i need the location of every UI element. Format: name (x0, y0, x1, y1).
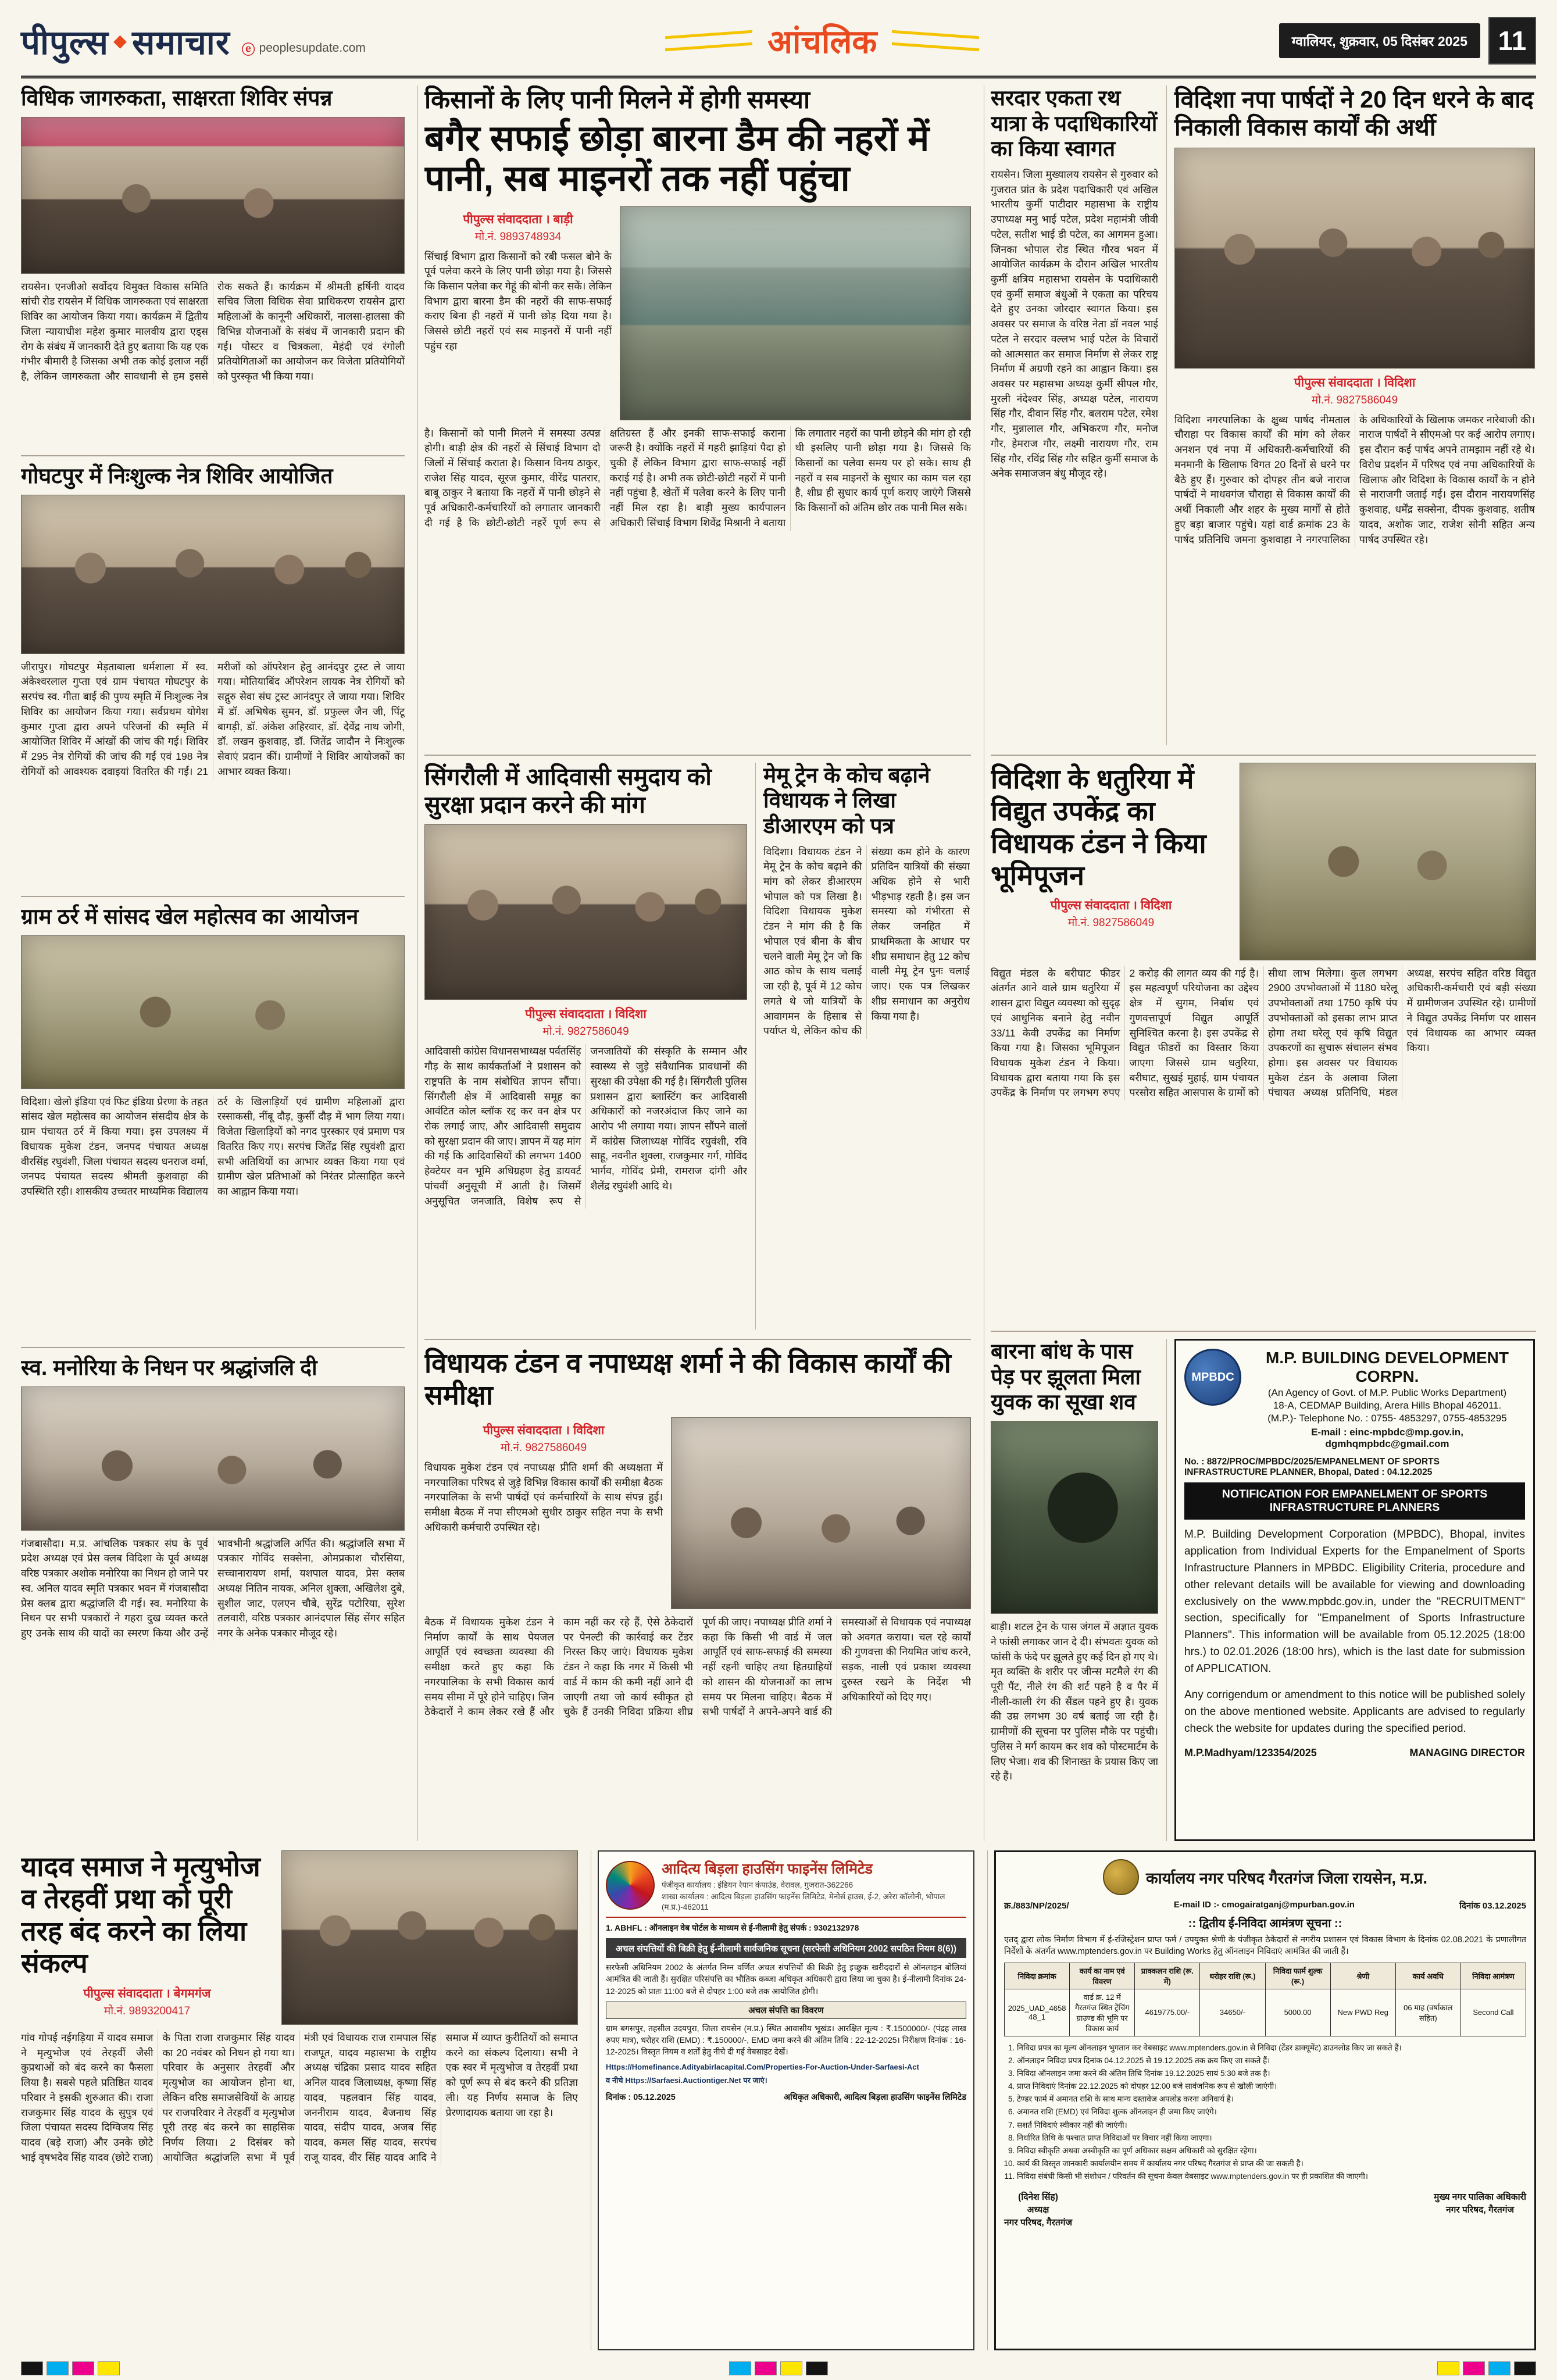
signatory-title: मुख्य नगर पालिका अधिकारी (1434, 2192, 1526, 2203)
ad-header (1184, 1349, 1525, 1450)
article-photo (21, 117, 405, 274)
registration-marks (21, 2361, 1536, 2375)
color-patch-black (1514, 2361, 1536, 2375)
color-patch-yellow (780, 2361, 802, 2375)
ad-paragraph: M.P. Building Development Corporation (MPBDC), Bhopal, invites application from Individual Experts for the Empanelment of Sports Infrastructure Planners in MPBDC. Eligibility Criteria, procedure and other relevant details will be available for viewing and downloading exclusively on the www.mpbdc.gov.in, under the "RECRUITMENT" section, specifically for "Empanelment of Sports Infrastructure Planners". This information will be available from 05.12.2025 (18:00 hrs.) to 02.01.2026 (18:00 hrs), which is the last date for submission of APPLICATION. (1184, 1528, 1525, 1675)
article-headline: सरदार एकता रथ यात्रा के पदाधिकारियों का किया स्वागत (991, 86, 1158, 161)
byline: पीपुल्स संवाददाता । विदिशा (483, 1423, 605, 1437)
masthead (21, 10, 1536, 78)
tender-notice (987, 1850, 1536, 2350)
article-body: विद्युत मंडल के बरीघाट फीडर अंतर्गत आने वाले ग्राम धतुरिया में शासन द्वारा विद्युत व्यवस्था को सुदृढ़ एवं आधुनिक बनाने हेतु नवीन 33/11 केवी उपकेंद्र का निर्माण किया गया है। जिसका भूमिपूजन विधायक मुकेश टंडन ने किया। विधायक द्वारा बताया गया कि इस उपकेंद्र के निर्माण पर लगभग रुपए 2 करोड़ की लागत व्यय की गई है। इस महत्वपूर्ण परियोजना का उद्देश्य क्षेत्र में सुगम, निर्बाध एवं गुणवत्तापूर्ण विद्युत आपूर्ति सुनिश्चित करना है। इस उपकेंद्र से विद्युत फीडरों का विस्तार किया जाएगा जिससे ग्राम धतुरिया, बरीघाट, सुखई मुहाई, ग्राम पंचायत परसोरा सहित आसपास के ग्रामों को सीधा लाभ मिलेगा। कुल लगभग 2900 उपभोक्ताओं में 1180 घरेलू उपभोक्ताओं तथा 1750 कृषि पंप उपभोक्ताओं को इसका लाभ प्राप्त होगा तथा घरेलू एवं कृषि विद्युत उपकरणों का सुचारू संचालन संभव होगा। इस अवसर पर विधायक मुकेश टंडन के अलावा जिला पंचायत अध्यक्ष प्रतिनिधि, मंडल अध्यक्ष, सरपंच सहित वरिष्ठ विद्युत अधिकारी-कर्मचारी एवं बड़ी संख्या में ग्रामीणजन उपस्थित रहे। ग्रामीणों ने विद्युत उपकेंद्र निर्माण पर शासन एवं विधायक का आभार व्यक्त किया। (991, 967, 1536, 1099)
reporter-phone: मो.नं. 9827586049 (542, 1025, 629, 1038)
tender-condition: 7. सशर्त निविदाएं स्वीकार नहीं की जाएंगी। (1017, 2120, 1526, 2131)
reporter-phone: मो.नं. 9893748934 (474, 230, 562, 243)
tender-header (1004, 1859, 1526, 1895)
table-cell: 34650/- (1200, 1989, 1265, 2036)
masthead-center (665, 19, 979, 63)
tender-condition: 4. प्राप्त निविदाएं दिनांक 22.12.2025 को दोपहर 12:00 बजे सार्वजनिक रूप से खोली जाएंगी। (1017, 2081, 1526, 2092)
byline: पीपुल्स संवाददाता । बेगमगंज (83, 1986, 211, 2000)
article-vidhik-shivir (21, 85, 405, 446)
signature-left (1004, 2190, 1072, 2228)
article-kisan-pani (424, 85, 971, 745)
tender-subtitle: :: द्वितीय ई-निविदा आमंत्रण सूचना :: (1188, 1917, 1342, 1930)
article-shraddhanjali (21, 1347, 405, 1841)
center-column (417, 85, 971, 1841)
color-patch-magenta (72, 2361, 94, 2375)
website-url: peoplesupdate.com (259, 41, 366, 55)
page-number: 11 (1488, 17, 1536, 65)
article-kicker: किसानों के लिए पानी मिलने में होगी समस्या (424, 86, 810, 114)
column-header: धरोहर राशि (रू.) (1200, 1963, 1265, 1989)
tender-condition: 2. ऑनलाइन निविदा प्रपत्र दिनांक 04.12.2025 से 19.12.2025 तक क्रय किए जा सकते हैं। (1017, 2055, 1526, 2066)
reporter-phone: मो.नं. 9827586049 (1067, 917, 1155, 930)
table-cell: Second Call (1460, 1989, 1526, 2036)
municipal-emblem-icon (1103, 1859, 1139, 1895)
byline: पीपुल्स संवाददाता । विदिशा (1294, 376, 1416, 389)
newspaper-logo (21, 18, 230, 64)
bhoomipujan-photo (1240, 763, 1536, 960)
registration-mark-group (1437, 2361, 1536, 2375)
masthead-left (21, 18, 366, 64)
article-body: गांव गोपई नईगड़िया में यादव समाज ने मृत्युभोज एवं तेरहवीं जैसी कुप्रथाओं को बंद करने का फैसला लिया है। सबसे पहले प्रतिष्ठित यादव परिवार ने इसकी शुरुआत की। राजा राजकुमार सिंह यादव के सुपुत्र एवं जिला पंचायत सदस्य दिग्विजय सिंह यादव (बड़े राजा) और उनके छोटे भाई वृषभदेव सिंह यादव (छोटे राजा) के पिता राजा राजकुमार सिंह यादव का 20 नवंबर को निधन हो गया था। परिवार के अनुसार तेरहवीं और मृत्युभोज का आयोजन होना था, लेकिन वरिष्ठ समाजसेवियों के आग्रह पर राजपरिवार ने तेरहवीं व मृत्युभोज पूरी तरह बंद करने का साहसिक निर्णय लिया। 2 दिसंबर को आयोजित श्रद्धांजलि सभा में पूर्व मंत्री एवं विधायक राज रामपाल सिंह राजपूत, यादव महासभा के राष्ट्रीय अध्यक्ष चंद्रिका प्रसाद यादव सहित अनिल यादव जिलाध्यक्ष, कृष्णा सिंह यादव, पहलवान सिंह यादव, जननीराम यादव, बैजनाथ सिंह यादव, संदीप यादव, अजब सिंह यादव, कमल सिंह यादव, सरपंच राजू यादव, वीर सिंह यादव आदि ने समाज में व्याप्त कुरीतियों को समाप्त करने का संकल्प दिलाया। सभी ने एक स्वर में मृत्युभोज व तेरहवीं प्रथा को पूर्ण रूप से बंद करने की प्रतिज्ञा ली। यह निर्णय समाज के लिए प्रेरणादायक बताया जा रहा है। (21, 2032, 578, 2163)
article-headline: सिंगरौली में आदिवासी समुदाय को सुरक्षा प्रदान करने की मांग (424, 763, 712, 819)
flourish-left-icon (665, 30, 752, 51)
article-body: बैठक में विधायक मुकेश टंडन ने निर्माण कार्यों के साथ पेयजल आपूर्ति एवं स्वच्छता व्यवस्था की समीक्षा करते हुए कहा कि नगरपालिका के सभी विकास कार्य समय सीमा में पूरे होने चाहिए। जिन ठेकेदारों ने काम लेकर रखे हैं और काम नहीं कर रहे हैं, ऐसे ठेकेदारों पर पेनल्टी की कार्रवाई कर टेंडर निरस्त किए जाएं। विधायक मुकेश टंडन ने कहा कि नगर में किसी भी वार्ड में काम की कमी नहीं आने दी जाएगी तथा जो कार्य स्वीकृत हो चुके हैं उनकी निविदा प्रक्रिया शीघ्र पूर्ण की जाए। नपाध्यक्ष प्रीति शर्मा ने कहा कि किसी भी वार्ड में जल आपूर्ति एवं साफ-सफाई की समस्या नहीं रहनी चाहिए तथा हितग्राहियों को शासन की योजनाओं का लाभ समय पर मिलना चाहिए। बैठक में सभी पार्षदों ने अपने-अपने वार्ड की समस्याओं से विधायक एवं नपाध्यक्ष को अवगत कराया। चल रहे कार्यों की गुणवत्ता की नियमित जांच करने, सड़क, नाली एवं प्रकाश व्यवस्था दुरुस्त रखने के निर्देश भी अधिकारियों को दिए गए। (424, 1616, 971, 1718)
main-content-grid (21, 85, 1536, 1841)
article-headline: ग्राम ठर्र में सांसद खेल महोत्सव का आयोजन (21, 905, 359, 928)
signature-right (1434, 2190, 1526, 2228)
registration-mark-group (21, 2361, 120, 2375)
ad-footer (606, 2091, 966, 2103)
bottom-row (21, 1850, 1536, 2350)
tender-condition: 9. निविदा स्वीकृति अथवा अस्वीकृति का पूर्ण अधिकार सक्षम अधिकारी को सुरक्षित रहेगा। (1017, 2145, 1526, 2156)
tender-condition: 11. निविदा संबंधी किसी भी संशोधन / परिवर्तन की सूचना केवल वेबसाइट www.mptenders.gov.in पर ही प्रकाशित की जाएगी। (1017, 2171, 1526, 2182)
tender-intro: एतद् द्वारा लोक निर्माण विभाग में ई-रजिस्ट्रेशन प्राप्त फर्म / उपयुक्त श्रेणी के पंजीकृत ठेकेदारों से नगरीय प्रशासन एवं विकास विभाग के दिनांक 02.08.2021 के प्रणालीगत निर्देशों के अंतर्गत www.mptenders.gov.in पर Building Works हेतु ऑनलाइन निविदाएं आमंत्रित की जाती हैं। (1004, 1935, 1526, 1957)
color-patch-magenta (755, 2361, 777, 2375)
flourish-right-icon (892, 30, 979, 51)
ad-contact-line: 1. ABHFL : ऑनलाइन वेब पोर्टल के माध्यम से ई-नीलामी हेतु संपर्क : 9302132978 (606, 1923, 859, 1932)
signatory-title: अध्यक्ष (1027, 2205, 1049, 2215)
tender-condition: 3. निविदा ऑनलाइन जमा करने की अंतिम तिथि दिनांक 19.12.2025 सायं 5:30 बजे तक है। (1017, 2068, 1526, 2079)
article-headline: बारना बांध के पास पेड़ पर झूलता मिला युवक का सूखा शव (991, 1339, 1141, 1414)
dateline: ग्वालियर, शुक्रवार, 05 दिसंबर 2025 (1279, 23, 1480, 58)
byline: पीपुल्स संवाददाता । विदिशा (1050, 899, 1172, 913)
tender-condition: 10. कार्य की विस्तृत जानकारी कार्यालयीन समय में कार्यालय नगर परिषद गैरतगंज से प्राप्त की जा सकती है। (1017, 2158, 1526, 2169)
globe-icon: ⓔ (241, 41, 255, 57)
article-body: रायसेन। एनजीओ सर्वोदय विमुक्त विकास समिति सांची रोड रायसेन में विधिक जागरुकता एवं साक्षरता शिविर का आयोजन किया गया। कार्यक्रम में द्वितीय जिला न्यायाधीश महेश कुमार मालवीय द्वारा एड्स रोग के संबंध में जानकारी देते हुए बताया कि यह एक गंभीर बीमारी है जिसका अभी तक कोई इलाज नहीं है, लेकिन जागरुकता और सावधानी से हम इससे रोक सकते हैं। कार्यक्रम में श्रीमती हर्षिनी यादव सचिव जिला विधिक सेवा प्राधिकरण रायसेन द्वारा महिलाओं के कानूनी अधिकारों, नालसा-हालसा की विभिन्न योजनाओं के संबंध में जानकारी प्रदान की गई। पोस्टर व चित्रकला, मेहंदी एवं रंगोली प्रतियोगिताओं का आयोजन कर विजेता प्रतियोगियों को पुरस्कृत भी किया गया। (21, 280, 405, 382)
tender-office-title: कार्यालय नगर परिषद गैरतगंज जिला रायसेन, म.प्र. (1145, 1869, 1428, 1887)
article-photo (21, 935, 405, 1089)
article-samiksha-baithak (424, 1339, 971, 1841)
reporter-phone: मो.नं. 9827586049 (1311, 394, 1398, 406)
ad-property-details: ग्राम बगसपुर, तहसील उदयपुरा, जिला रायसेन (म.प्र.) स्थित आवासीय भूखंड। आरक्षित मूल्य : ₹.1500000/- (पंद्रह लाख रुपए मात्र), धरोहर राशि (EMD) : ₹.150000/-, EMD जमा करने की अंतिम तिथि : 22-12-2025। निरीक्षण दिनांक : 16-12-2025। विस्तृत नियम व शर्तों हेतु नीचे दी गई वेबसाइट देखें। (606, 2023, 966, 2057)
color-patch-black (21, 2361, 43, 2375)
ad-signatory: MANAGING DIRECTOR (1409, 1746, 1525, 1759)
ad-phone: (M.P.)- Telephone No. : 0755- 4853297, 0755-4853295 (1267, 1413, 1507, 1424)
article-head-block (991, 763, 1231, 966)
ad-auction-url: Https://Homefinance.Adityabirlacapital.Com/Properties-For-Auction-Under-Sarfaesi-Act (606, 2062, 919, 2071)
byline: पीपुल्स संवाददाता । विदिशा (525, 1007, 647, 1021)
ad-signatory: अधिकृत अधिकारी, आदित्य बिड़ला हाउसिंग फाइनेंस लिमिटेड (783, 2092, 966, 2102)
article-singrauli-adivasi (424, 763, 747, 1330)
article-headline: स्व. मनोरिया के निधन पर श्रद्धांजलि दी (21, 1356, 317, 1380)
tender-condition: 5. टेण्डर फार्म में अमानत राशि के साथ मान्य दस्तावेज अपलोड करना अनिवार्य है। (1017, 2093, 1526, 2104)
table-cell: 4619775.00/- (1135, 1989, 1200, 2036)
column-header: कार्य का नाम एवं विवरण (1070, 1963, 1135, 1989)
color-patch-black (806, 2361, 828, 2375)
tender-table (1004, 1963, 1526, 2036)
article-lead-column (424, 206, 612, 426)
color-patch-yellow (98, 2361, 120, 2375)
registration-mark-group (729, 2361, 828, 2375)
tender-table-data-row (1005, 1989, 1526, 2036)
ad-subtitle: (An Agency of Govt. of M.P. Public Works Department) (1267, 1387, 1507, 1399)
right-top-row (991, 85, 1536, 745)
column-header: कार्य अवधि (1395, 1963, 1460, 1989)
reporter-phone: मो.नं. 9893200417 (103, 2004, 191, 2017)
ad-title: M.P. BUILDING DEVELOPMENT CORPN. (1266, 1349, 1509, 1386)
ad-notification-band: NOTIFICATION FOR EMPANELMENT OF SPORTS INFRASTRUCTURE PLANNERS (1184, 1482, 1525, 1520)
article-photo (1174, 148, 1535, 369)
column-header: प्राक्कलन राशि (रू. में) (1135, 1963, 1200, 1989)
tender-condition: 6. अमानत राशि (EMD) एवं निविदा शुल्क ऑनलाइन ही जमा किए जाएंगे। (1017, 2106, 1526, 2117)
color-patch-magenta (1463, 2361, 1485, 2375)
section-title: आंचलिक (767, 23, 877, 60)
table-cell: 5000.00 (1265, 1989, 1330, 2036)
article-memu-train (755, 763, 970, 1330)
ad-header-text (1249, 1349, 1525, 1450)
center-middle-row (424, 755, 971, 1330)
article-netra-shivir (21, 455, 405, 887)
canal-photo (620, 206, 971, 420)
tender-conditions-list (1017, 2042, 1526, 2182)
website-line (242, 39, 366, 58)
article-sardar-rath-yatra (991, 85, 1158, 745)
article-body: विदिशा नगरपालिका के क्षुब्ध पार्षद नीमताल चौराहा पर विकास कार्यों की मांग को लेकर अनशन एवं नपा में अधिकारी-कर्मचारियों की मनमानी के खिलाफ विगत 20 दिनों से धरने पर बैठे हुए हैं। गुरुवार को दोपहर तीन बजे नाराज पार्षदों ने माधवगंज चौराहा से विकास कार्यों की अर्थी निकाली और शहर के मुख्य मार्गों से होते हुए बड़ा बाजार पहुंचे। यहां वार्ड क्रमांक 23 के पार्षद प्रतिनिधि जमना कुशवाहा ने नगरपालिका के अधिकारियों के खिलाफ जमकर नारेबाजी की। नाराज पार्षदों ने सीएमओ पर कई आरोप लगाए। इस दौरान कई पार्षद अपने तामझाम नहीं रहे थे। विरोध प्रदर्शन में परिषद एवं नपा अधिकारियों के खिलाफ और विदिशा के विकास कार्यों के न होने से नाराजगी जताई गई। इस दौरान नारायणसिंह कुशवाह, धर्मेंद्र सक्सेना, दीपक कुशवाह, शतीष यादव, अशोक जाट, राजेश सोनी सहित अन्य पार्षद उपस्थित रहे। (1174, 413, 1535, 545)
article-headline: गोघटपुर में निःशुल्क नेत्र शिविर आयोजित (21, 464, 333, 488)
column-header: निविदा आमंत्रण (1460, 1963, 1526, 1989)
article-lead: विधायक मुकेश टंडन एवं नपाध्यक्ष प्रीति शर्मा की अध्यक्षता में नगरपालिका परिषद से जुड़े विभिन्न विकास कार्यों की समीक्षा बैठक नगरपालिका के सभी पार्षदों एवं कर्मचारियों के साथ संपन्न हुई। समीक्षा बैठक में नपा सीएमओ सुधीर ठाकुर सहित नपा के सभी अधिकारी कर्मचारी उपस्थित रहे। (424, 1461, 663, 1533)
reporter-phone: मो.नं. 9827586049 (500, 1441, 587, 1454)
ad-reference-number: No. : 8872/PROC/MPBDC/2025/EMPANELMENT OF SPORTS INFRASTRUCTURE PLANNER, Bhopal, Dated : 04.12.2025 (1184, 1457, 1440, 1478)
article-body: विदिशा। खेलो इंडिया एवं फिट इंडिया प्रेरणा के तहत सांसद खेल महोत्सव का आयोजन संसदीय क्षेत्र के ग्राम पंचायत ठर्र में किया गया। इस उपलक्ष्य में विधायक मुकेश टंडन, जनपद पंचायत अध्यक्ष वीरसिंह रघुवंशी, जिला पंचायत सदस्य धनराज वर्मा, जनपद पंचायत सदस्य श्रीमती कुशवाहा की उपस्थिति रही। शासकीय उच्चतर माध्यमिक विद्यालय ठर्र के खिलाड़ियों एवं ग्रामीण महिलाओं द्वारा रस्साकसी, नींबू दौड़, कुर्सी दौड़ में भाग लिया गया। विजेता खिलाड़ियों को नगद पुरस्कार एवं प्रमाण पत्र वितरित किए गए। सरपंच जितेंद्र सिंह रघुवंशी द्वारा सभी अतिथियों का आभार व्यक्त किया गया एवं ग्रामीण खेल प्रतिभाओं को निरंतर प्रोत्साहित करने का आह्वान किया गया। (21, 1095, 405, 1197)
article-headline: विधिक जागरुकता, साक्षरता शिविर संपन्न (21, 86, 333, 110)
column-header: निविदा क्रमांक (1005, 1963, 1070, 1989)
signatory-org: नगर परिषद, गैरतगंज (1446, 2205, 1515, 2215)
tender-signatures (1004, 2190, 1526, 2228)
aditya-birla-sunburst-icon (606, 1861, 655, 1910)
right-column (984, 85, 1536, 1841)
tender-email: E-mail ID :- cmogairatganj@mpurban.gov.in (1173, 1900, 1355, 1910)
tender-table-header-row (1005, 1963, 1526, 1989)
diamond-icon: ◆ (113, 31, 128, 51)
article-barna-shav (991, 1339, 1158, 1841)
article-body: है। किसानों को पानी मिलने में समस्या उत्पन्न होगी। बाड़ी क्षेत्र की नहरों से सिंचाई विभाग दो जिलों में सिंचाई कराता है। किसान विनय ठाकुर, राजेश सिंह यादव, सूरज कुमार, वीरेंद्र पातरार, बाबू ठाकुर ने बताया कि नहरों में पानी छोड़ने से पूर्व अधिकारी-कर्मचारियों को लगातार जानकारी दी गई है कि छोटी-छोटी नहरें पूर्ण रूप से क्षतिग्रस्त हैं और इनकी साफ-सफाई कराना जरूरी है। क्योंकि नहरों में गहरी झाड़ियां पैदा हो चुकी हैं लेकिन विभाग द्वारा साफ-सफाई नहीं कराई गई है। अभी तक छोटी-छोटी नहरों में पानी नहीं पहुंचा है, खेतों में पलेवा करने के लिए पानी नहीं मिल रहा है। बाड़ी मुख्य कार्यपालन अधिकारी सिंचाई विभाग शिवेंद्र मिश्रानी ने बताया कि लगातार नहरों का पानी छोड़ने की मांग हो रही थी इसलिए पानी छोड़ा गया है। जिससे कि किसानों का पलेवा समय पर हो सके। साथ ही नहरों व सब माइनरों के सुधार का काम चल रहा है, शीघ्र ही सुधार कार्य पूर्ण कराए जाएंगे जिससे कि किसानों को अंतिम छोर तक पानी मिल सके। (424, 427, 971, 528)
masthead-right (1279, 17, 1536, 65)
tender-condition: 8. निर्धारित तिथि के पश्चात प्राप्त निविदाओं पर विचार नहीं किया जाएगा। (1017, 2132, 1526, 2143)
ad-brand: आदित्य बिड़ला हाउसिंग फाइनेंस लिमिटेड (662, 1861, 873, 1877)
mpbdc-advertisement (1166, 1339, 1535, 1841)
article-photo (991, 1421, 1158, 1614)
article-head-block (21, 1850, 273, 2031)
ad-section-header: अचल संपत्ति का विवरण (606, 2002, 966, 2019)
ad-email: E-mail : einc-mpbdc@mp.gov.in, dgmhqmpbdc@gmail.com (1311, 1427, 1463, 1450)
signatory-name: (दिनेश सिंह) (1018, 2192, 1058, 2203)
article-photo (21, 1386, 405, 1531)
ad-auction-url-2: व नीचे Https://Sarfaesi.Auctiontiger.Net पर जाएं। (606, 2075, 767, 2085)
ad-branch-office: शाखा कार्यालय : आदित्य बिड़ला हाउसिंग फाइनेंस लिमिटेड, मेनोर्स हाउस, ई-2, अरेरा कॉलोनी, भोपाल (म.प्र.)-462011 (662, 1892, 945, 1911)
logo-text-right: समाचार (132, 23, 230, 62)
tender-ref-number: क्र./883/NP/2025/ (1004, 1901, 1069, 1911)
ad-madhyam-number: M.P.Madhyam/123354/2025 (1184, 1746, 1317, 1759)
ad-address: 18-A, CEDMAP Building, Arera Hills Bhopal 462011. (1273, 1400, 1502, 1411)
article-body: बाड़ी। शटल ट्रेन के पास जंगल में अज्ञात युवक ने फांसी लगाकर जान दे दी। संभवतः युवक को फांसी के फंदे पर झूलते हुए कई दिन हो गए थे। मृत व्यक्ति के शरीर पर जीन्स मटमैले रंग की पूरी पैंट, नीले रंग की शर्ट पहने है व पैर में नीली-काली रंग की सैंडल पहने हुए है। युवक की उम्र लगभग 30 वर्ष बताई जा रही है। ग्रामीणों की सूचना पर पुलिस मौके पर पहुंची। पुलिस ने मर्ग कायम कर शव को पोस्टमार्टम के लिए भेजा। शव की शिनाख्त के प्रयास किए जा रहे हैं। (991, 1621, 1158, 1782)
article-napa-dharna (1166, 85, 1535, 745)
table-cell: वार्ड क्र. 12 में गैरतगंज स्थित ट्रेंचिंग ग्राउण्ड की भूमि पर विकास कार्य (1070, 1989, 1135, 2036)
right-bottom-row (991, 1331, 1536, 1841)
byline: पीपुल्स संवाददाता । बाड़ी (463, 212, 573, 226)
article-headline: बगैर सफाई छोड़ा बारना डैम की नहरों में पानी, सब माइनरों तक नहीं पहुंचा (424, 118, 930, 199)
article-khel-mahotsav (21, 896, 405, 1338)
ad-notice-band: अचल संपत्तियों की बिक्री हेतु ई-नीलामी सार्वजनिक सूचना (सरफेसी अधिनियम 2002 सपठित नियम 8(6)) (606, 1938, 966, 1958)
article-headline: विदिशा नपा पार्षदों ने 20 दिन धरने के बाद निकाली विकास कार्यों की अर्थी (1174, 86, 1534, 141)
tender-date: दिनांक 03.12.2025 (1459, 1901, 1526, 1911)
tender-condition: 1. निविदा प्रपत्र का मूल्य ऑनलाइन भुगतान कर वेबसाइट www.mptenders.gov.in से निविदा (टेंडर डाक्यूमेंट) डाउनलोड किए जा सकते हैं। (1017, 2042, 1526, 2053)
article-photo (281, 1850, 578, 2025)
article-yadav-samaj (21, 1850, 578, 2350)
ad-registered-office: पंजीकृत कार्यालय : इंडियन रेयान कंपाउंड, वेरावल, गुजरात-362266 (662, 1881, 854, 1889)
article-headline: यादव समाज ने मृत्युभोज व तेरहवीं प्रथा को पूरी तरह बंद करने का लिया संकल्प (21, 1851, 260, 1979)
ad-header (606, 1859, 966, 1918)
mpbdc-logo-icon: MPBDC (1184, 1349, 1241, 1406)
column-header: निविदा फार्म शुल्क (रू.) (1265, 1963, 1330, 1989)
tender-meta-row (1004, 1900, 1526, 1911)
article-headline: विधायक टंडन व नपाध्यक्ष शर्मा ने की विकास कार्यों की समीक्षा (424, 1348, 951, 1411)
color-patch-yellow (1437, 2361, 1459, 2375)
color-patch-cyan (1488, 2361, 1510, 2375)
color-patch-cyan (729, 2361, 751, 2375)
article-body: आदिवासी कांग्रेस विधानसभाध्यक्ष पर्वतसिंह गौड़ के साथ कार्यकर्ताओं ने प्रशासन को राष्ट्रपति के नाम संबोधित ज्ञापन सौंपा। सिंगरौली क्षेत्र में आदिवासी समूह का आवंटित कोल ब्लॉक रद्द कर वन क्षेत्र पर रोक लगाई जाए, और आदिवासी समुदाय को सुरक्षा प्रदान की जाए। ज्ञापन में यह मांग की गई कि आदिवासियों की लगभग 1400 हेक्टेयर वन भूमि अधिग्रहण हेतु डायवर्ट पांचवीं अनुसूची में आती है। जिसमें अनुसूचित जनजाति, विशेष रूप से जनजातियों की संस्कृति के सम्मान और स्वास्थ्य से जुड़े संवैधानिक प्रावधानों की सुरक्षा की उपेक्षा की गई है। सिंगरौली पुलिस प्रशासन द्वारा ब्लास्टिंग कर आदिवासी अधिकारों को नजरअंदाज किए जाने का आरोप भी लगाया गया। ज्ञापन सौंपने वालों में कांग्रेस जिलाध्यक्ष गोविंद रघुवंशी, रवि साहू, नवनीत शुक्ला, राजकुमार गर्ग, गोविंद भार्गव, गोविंद प्रेमी, रामराज दांगी और शैलेंद्र रघुवंशी आदि थे। (424, 1045, 747, 1207)
article-body: विदिशा। विधायक टंडन ने मेमू ट्रेन के कोच बढ़ाने की मांग को लेकर डीआरएम भोपाल को पत्र लिखा है। विदिशा विधायक मुकेश टंडन ने मांग की है कि भोपाल एवं बीना के बीच चलने वाली मेमू ट्रेन जो कि आठ कोच के साथ चलाई जा रही है, पूर्व में 12 कोच लगते थे जो यात्रियों के आवागमन के हिसाब से पर्याप्त थे, लेकिन कोच की संख्या कम होने के कारण प्रतिदिन यात्रियों की संख्या अधिक होने से भारी भीड़भाड़ रहती है। इस जन समस्या को गंभीरता से लेकर जनहित में प्राथमिकता के आधार पर शीघ्र समाधान हेतु 12 कोच वाली मेमू ट्रेन पुनः चलाई जाए। एक पत्र लिखकर शीघ्र समाधान का अनुरोध किया गया है। (763, 845, 970, 1037)
article-dhaturia-bhoomipujan (991, 755, 1536, 1321)
article-lead: सिंचाई विभाग द्वारा किसानों को रबी फसल बोने के पूर्व पलेवा करने के लिए पानी छोड़ा गया है। जिससे कि किसान पलेवा कर गेहूं की बोनी कर सकें। लेकिन विभाग द्वारा बारना डैम की नहरों की साफ-सफाई कराए बिना ही नहरों में पानी छोड़ दिया गया है। जिससे छोटी नहरों एवं सब माइनरों में पानी नहीं पहुंच रहा (424, 250, 612, 352)
signatory-org: नगर परिषद, गैरतगंज (1004, 2218, 1073, 2228)
article-photo (424, 824, 747, 1000)
ad-date: दिनांक : 05.12.2025 (606, 2092, 676, 2102)
table-cell: New PWD Reg (1330, 1989, 1395, 2036)
article-headline: मेमू ट्रेन के कोच बढ़ाने विधायक ने लिखा डीआरएम को पत्र (763, 763, 930, 838)
aditya-birla-advertisement (591, 1850, 974, 2350)
table-cell: 06 माह (वर्षाकाल सहित) (1395, 1989, 1460, 2036)
table-cell: 2025_UAD_465848_1 (1005, 1989, 1070, 2036)
article-headline: विदिशा के धतुरिया में विद्युत उपकेंद्र का विधायक टंडन ने किया भूमिपूजन (991, 763, 1206, 891)
logo-text-left: पीपुल्स (21, 23, 109, 62)
article-body: गंजबासौदा। म.प्र. आंचलिक पत्रकार संघ के पूर्व प्रदेश अध्यक्ष एवं प्रेस क्लब विदिशा के पूर्व अध्यक्ष वरिष्ठ पत्रकार अशोक मनोरिया का निधन हो जाने पर स्व. अनिल यादव स्मृति पत्रकार भवन में गंजबासौदा प्रेस क्लब द्वारा श्रद्धांजलि दी गई। स्व. मनोरिया के निधन पर सभी पत्रकारों ने गहरा दुख व्यक्त करते हुए उनके साथ की यादों का स्मरण किया और उन्हें भावभीनी श्रद्धांजलि अर्पित की। श्रद्धांजलि सभा में पत्रकार गोविंद सक्सेना, ओमप्रकाश चौरसिया, सच्चानारायण शर्मा, यशपाल यादव, प्रेस क्लब अध्यक्ष नितिन नायक, अनिल शुक्ला, अखिलेश दुबे, सुशील जाट, एलएन चौबे, सुरेंद्र पटोरिया, सुरेश तलवारी, वरिष्ठ पत्रकार आनंदपाल सिंह सेंगर सहित नगर के अनेक पत्रकार मौजूद रहे। (21, 1537, 405, 1639)
article-lead-column (424, 1417, 663, 1615)
column-header: श्रेणी (1330, 1963, 1395, 1989)
ad-paragraph: सरफेसी अधिनियम 2002 के अंतर्गत निम्न वर्णित अचल संपत्तियों की बिक्री हेतु इच्छुक खरीददारों से ऑनलाइन बोलियां आमंत्रित की जाती हैं। सुरक्षित परिसंपत्ति का भौतिक कब्जा अधिकृत अधिकारी द्वारा लिया जा चुका है। ई-नीलामी दिनांक 24-12-2025 को प्रातः 11:00 बजे से दोपहर 1:00 बजे तक आयोजित होगी। (606, 1963, 966, 1996)
left-column (21, 85, 405, 1841)
ad-paragraph: Any corrigendum or amendment to this notice will be published solely on the above mentioned website. Applicants are advised to regularly check the website for updates during the specified period. (1184, 1688, 1525, 1735)
ad-header-text (662, 1859, 966, 1912)
article-body: रायसेन। जिला मुख्यालय रायसेन से गुरुवार को गुजरात प्रांत के प्रदेश पदाधिकारी एवं अखिल भारतीय कुर्मी पाटीदार महासभा के राष्ट्रीय उपाध्यक्ष मनु भाई पटेल, प्रदेश महामंत्री जीवी पटेल, सतीश भाई डी पटेल, का आगमन हुआ। जिनका भोपाल रोड स्थित गौरव भवन में आयोजित कार्यक्रम के दौरान अखिल भारतीय कुर्मी क्षत्रिय महासभा रायसेन के पदाधिकारी एवं कुर्मी समाज बंधुओं ने एकता का परिचय देते हुए उनका जोरदार स्वागत किया। इस अवसर पर समाज के वरिष्ठ नेता डॉ नवल भाई पटेल ने सरदार वल्लभ भाई पटेल के विचारों को आत्मसात कर समाज निर्मा‍ण से लेकर राष्ट्र निर्माण में अग्रणी रहने का आह्वान किया। इस अवसर पर महासभा अध्यक्ष कुर्मी सीपल गौर, मुरली नंदेश्वर सिंह, अध्यक्ष पटेल, नारायण सिंह गौर, दीवान सिंह गौर, बलराम पटेल, रमेश गौर, मुन्नालाल गौर, अभिकरण गौर, मनोज गौर, हेमराज गौर, लक्ष्मी नारायण गौर, राम सिंह गौर, रविंद्र सिंह गौर सहित कुर्मी समाज के अनेक समाजजन बंधु मौजूद रहे। (991, 168, 1158, 480)
ad-footer (1184, 1747, 1525, 1759)
article-body: जीरापुर। गोघटपुर मेड़ताबाला धर्मशाला में स्व. अंकेश्वरलाल गुप्ता एवं ग्राम पंचायत गोघटपुर के सरपंच स्व. गीता बाई की पुण्य स्मृति में निःशुल्क नेत्र शिविर का आयोजन किया गया। सर्वप्रथम योगेश कुमार गुप्ता द्वारा अपने परिजनों की स्मृति में आयोजित शिविर में आंखों की जांच की गई। शिविर में 295 नेत्र रोगियों की जांच की गई एवं 198 नेत्र रोगियों को आवश्यक दवाइयां वितरित की गईं। 21 मरीजों को ऑपरेशन हेतु आनंदपुर ट्रस्ट ले जाया गया। मोतियाबिंद ऑपरेशन लायक नेत्र रोगियों को सद्गुरु सेवा संघ ट्रस्ट आनंदपुर ले जाया गया। शिविर में डॉ. अभिषेक सुमन, डॉ. प्रफुल्ल जैन जी, पिंटू बागड़ी, डॉ. अंकेश अहिरवार, डॉ. देवेंद्र नाथ जोगी, डॉ. लखन कुशवाह, डॉ. जितेंद्र जादौन ने निःशुल्क सेवाएं प्रदान कीं। ग्रामीणों ने शिविर आयोजकों का आभार व्यक्त किया। (21, 660, 405, 777)
color-patch-cyan (47, 2361, 69, 2375)
meeting-photo (671, 1417, 971, 1609)
article-photo (21, 495, 405, 654)
